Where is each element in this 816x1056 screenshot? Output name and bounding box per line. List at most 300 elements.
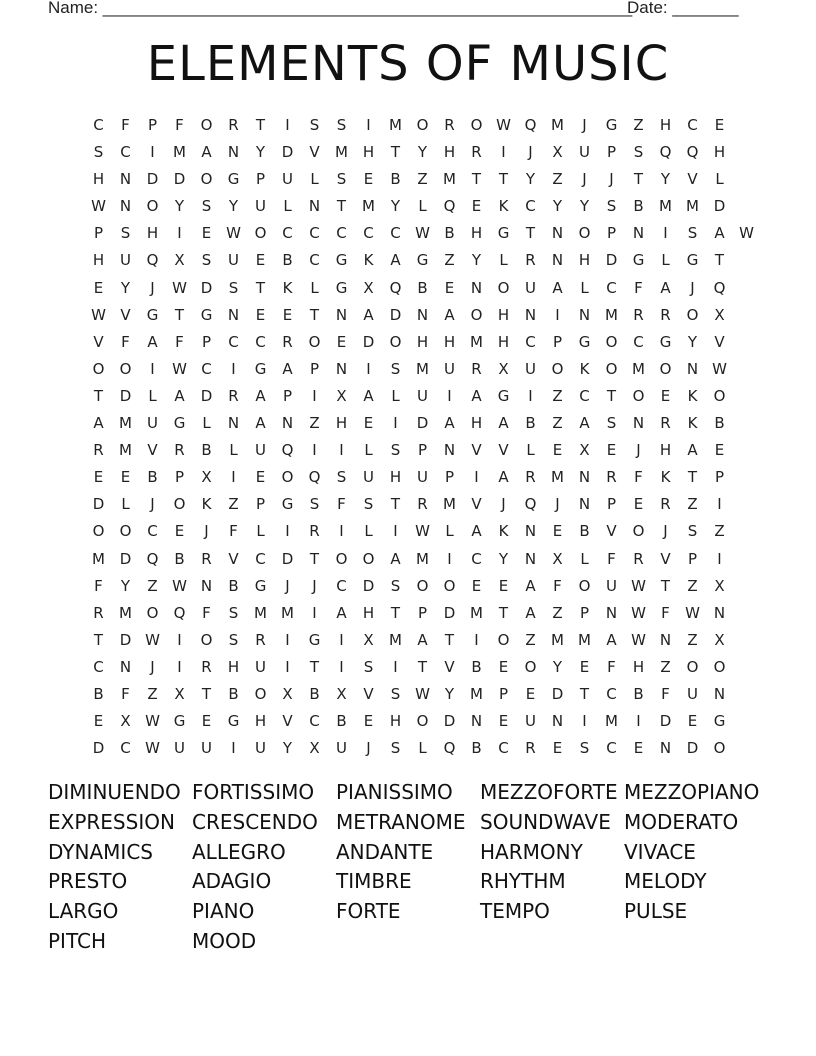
grid-letter[interactable]: H: [92, 170, 105, 189]
grid-letter[interactable]: D: [281, 549, 294, 568]
date-field[interactable]: Date: _______: [627, 0, 739, 17]
grid-letter[interactable]: E: [174, 522, 185, 541]
grid-letter[interactable]: W: [145, 630, 160, 649]
grid-letter[interactable]: W: [172, 278, 187, 297]
grid-letter[interactable]: S: [606, 197, 617, 216]
grid-letter[interactable]: X: [336, 684, 347, 703]
grid-letter[interactable]: D: [173, 170, 186, 189]
grid-letter[interactable]: X: [552, 549, 563, 568]
grid-letter[interactable]: O: [200, 116, 213, 134]
grid-letter[interactable]: S: [93, 143, 104, 162]
grid-letter[interactable]: N: [443, 441, 456, 460]
grid-letter[interactable]: L: [580, 278, 589, 297]
grid-letter[interactable]: A: [363, 305, 374, 324]
grid-letter[interactable]: Y: [174, 197, 185, 216]
grid-letter[interactable]: C: [255, 332, 266, 351]
grid-letter[interactable]: C: [255, 549, 266, 568]
grid-letter[interactable]: F: [175, 332, 184, 351]
grid-letter[interactable]: O: [173, 495, 186, 514]
grid-letter[interactable]: E: [660, 386, 671, 405]
grid-letter[interactable]: T: [255, 278, 266, 297]
grid-letter[interactable]: M: [605, 305, 618, 324]
grid-letter[interactable]: I: [663, 224, 668, 243]
grid-letter[interactable]: Q: [308, 468, 321, 487]
grid-letter[interactable]: H: [578, 251, 591, 270]
grid-letter[interactable]: I: [150, 359, 155, 378]
grid-letter[interactable]: L: [364, 441, 373, 460]
grid-letter[interactable]: T: [93, 630, 104, 649]
grid-letter[interactable]: N: [416, 305, 429, 324]
grid-letter[interactable]: A: [417, 630, 428, 649]
grid-letter[interactable]: S: [390, 684, 401, 703]
grid-letter[interactable]: E: [552, 522, 563, 541]
grid-letter[interactable]: U: [228, 251, 239, 270]
grid-letter[interactable]: S: [228, 630, 239, 649]
grid-letter[interactable]: I: [717, 495, 722, 514]
grid-letter[interactable]: O: [470, 305, 483, 324]
grid-letter[interactable]: D: [362, 576, 375, 595]
grid-letter[interactable]: P: [174, 468, 185, 487]
grid-letter[interactable]: I: [393, 657, 398, 676]
grid-letter[interactable]: M: [254, 603, 267, 622]
grid-letter[interactable]: O: [254, 684, 267, 703]
grid-letter[interactable]: D: [119, 386, 132, 405]
grid-letter[interactable]: F: [121, 332, 130, 351]
grid-letter[interactable]: P: [417, 603, 428, 622]
grid-letter[interactable]: J: [204, 522, 209, 541]
grid-letter[interactable]: B: [174, 549, 185, 568]
grid-letter[interactable]: T: [444, 630, 455, 649]
grid-letter[interactable]: P: [444, 468, 455, 487]
grid-letter[interactable]: D: [146, 170, 159, 189]
grid-letter[interactable]: V: [498, 441, 509, 460]
grid-letter[interactable]: E: [363, 170, 374, 189]
grid-letter[interactable]: G: [578, 332, 591, 351]
grid-letter[interactable]: A: [471, 386, 482, 405]
grid-letter[interactable]: T: [390, 143, 401, 162]
grid-letter[interactable]: S: [579, 739, 590, 758]
grid-letter[interactable]: I: [312, 386, 317, 405]
grid-letter[interactable]: F: [634, 468, 643, 487]
grid-letter[interactable]: O: [416, 576, 429, 595]
grid-letter[interactable]: E: [525, 684, 536, 703]
grid-letter[interactable]: A: [93, 414, 104, 433]
grid-letter[interactable]: O: [713, 386, 726, 405]
grid-letter[interactable]: M: [470, 603, 483, 622]
grid-letter[interactable]: V: [309, 143, 320, 162]
grid-letter[interactable]: S: [201, 251, 212, 270]
grid-letter[interactable]: B: [525, 414, 536, 433]
grid-letter[interactable]: R: [93, 441, 104, 460]
grid-letter[interactable]: R: [660, 305, 671, 324]
grid-letter[interactable]: Y: [498, 549, 509, 568]
grid-letter[interactable]: T: [498, 170, 509, 189]
grid-letter[interactable]: C: [93, 116, 104, 134]
grid-letter[interactable]: G: [227, 712, 240, 731]
grid-letter[interactable]: Q: [146, 251, 159, 270]
grid-letter[interactable]: Q: [281, 441, 294, 460]
grid-letter[interactable]: C: [633, 332, 644, 351]
grid-letter[interactable]: P: [687, 549, 698, 568]
grid-letter[interactable]: Y: [444, 684, 455, 703]
grid-letter[interactable]: A: [201, 143, 212, 162]
grid-letter[interactable]: C: [390, 224, 401, 243]
grid-letter[interactable]: U: [579, 143, 590, 162]
grid-letter[interactable]: E: [201, 712, 212, 731]
grid-letter[interactable]: D: [416, 414, 429, 433]
grid-letter[interactable]: M: [443, 495, 456, 514]
grid-letter[interactable]: N: [470, 278, 483, 297]
grid-letter[interactable]: N: [227, 143, 240, 162]
grid-letter[interactable]: W: [172, 359, 187, 378]
grid-letter[interactable]: O: [659, 359, 672, 378]
grid-letter[interactable]: O: [443, 576, 456, 595]
grid-letter[interactable]: S: [309, 116, 320, 134]
grid-letter[interactable]: M: [659, 197, 672, 216]
grid-letter[interactable]: C: [525, 332, 536, 351]
grid-letter[interactable]: N: [605, 603, 618, 622]
grid-letter[interactable]: Z: [309, 414, 320, 433]
grid-letter[interactable]: I: [231, 359, 236, 378]
grid-letter[interactable]: N: [119, 170, 132, 189]
grid-letter[interactable]: L: [148, 386, 157, 405]
grid-letter[interactable]: I: [339, 630, 344, 649]
grid-letter[interactable]: U: [363, 468, 374, 487]
grid-letter[interactable]: H: [227, 657, 240, 676]
grid-letter[interactable]: N: [335, 305, 348, 324]
grid-letter[interactable]: C: [498, 739, 509, 758]
grid-letter[interactable]: S: [390, 359, 401, 378]
grid-letter[interactable]: N: [281, 414, 294, 433]
grid-letter[interactable]: B: [417, 278, 428, 297]
grid-letter[interactable]: A: [525, 603, 536, 622]
grid-letter[interactable]: V: [660, 549, 671, 568]
grid-letter[interactable]: G: [605, 116, 618, 134]
grid-letter[interactable]: M: [551, 116, 564, 134]
grid-letter[interactable]: T: [687, 468, 698, 487]
grid-letter[interactable]: A: [498, 414, 509, 433]
grid-letter[interactable]: B: [471, 739, 482, 758]
grid-letter[interactable]: J: [150, 278, 155, 297]
grid-letter[interactable]: Q: [524, 495, 537, 514]
grid-letter[interactable]: Q: [443, 739, 456, 758]
grid-letter[interactable]: A: [444, 305, 455, 324]
grid-letter[interactable]: L: [364, 522, 373, 541]
grid-letter[interactable]: Z: [660, 657, 671, 676]
grid-letter[interactable]: X: [120, 712, 131, 731]
grid-letter[interactable]: D: [200, 278, 213, 297]
grid-letter[interactable]: S: [228, 603, 239, 622]
grid-letter[interactable]: J: [582, 116, 587, 134]
grid-letter[interactable]: M: [686, 197, 699, 216]
grid-letter[interactable]: I: [636, 712, 641, 731]
grid-letter[interactable]: B: [579, 522, 590, 541]
grid-letter[interactable]: W: [145, 712, 160, 731]
grid-letter[interactable]: N: [119, 657, 132, 676]
grid-letter[interactable]: A: [336, 603, 347, 622]
grid-letter[interactable]: U: [120, 251, 131, 270]
grid-letter[interactable]: E: [282, 305, 293, 324]
grid-letter[interactable]: G: [335, 278, 348, 297]
grid-letter[interactable]: B: [633, 684, 644, 703]
grid-letter[interactable]: X: [579, 441, 590, 460]
grid-letter[interactable]: A: [552, 278, 563, 297]
grid-letter[interactable]: U: [687, 684, 698, 703]
grid-letter[interactable]: X: [174, 251, 185, 270]
grid-letter[interactable]: A: [660, 278, 671, 297]
grid-letter[interactable]: S: [633, 143, 644, 162]
grid-letter[interactable]: R: [174, 441, 185, 460]
grid-letter[interactable]: Y: [390, 197, 401, 216]
grid-letter[interactable]: Y: [660, 170, 671, 189]
grid-letter[interactable]: K: [498, 197, 509, 216]
grid-letter[interactable]: C: [309, 251, 320, 270]
grid-letter[interactable]: B: [471, 657, 482, 676]
grid-letter[interactable]: U: [525, 712, 536, 731]
grid-letter[interactable]: Y: [525, 170, 536, 189]
grid-letter[interactable]: M: [551, 630, 564, 649]
grid-letter[interactable]: B: [93, 684, 104, 703]
grid-letter[interactable]: Y: [120, 278, 131, 297]
grid-letter[interactable]: F: [121, 116, 130, 134]
grid-letter[interactable]: R: [282, 332, 293, 351]
grid-letter[interactable]: C: [579, 386, 590, 405]
grid-letter[interactable]: O: [470, 116, 483, 134]
grid-letter[interactable]: J: [636, 441, 641, 460]
grid-letter[interactable]: D: [551, 684, 564, 703]
grid-letter[interactable]: I: [366, 359, 371, 378]
grid-letter[interactable]: L: [229, 441, 238, 460]
grid-letter[interactable]: D: [713, 197, 726, 216]
grid-letter[interactable]: N: [335, 359, 348, 378]
grid-letter[interactable]: N: [551, 712, 564, 731]
grid-letter[interactable]: A: [255, 386, 266, 405]
grid-letter[interactable]: G: [497, 224, 510, 243]
grid-letter[interactable]: J: [690, 278, 695, 297]
grid-letter[interactable]: E: [363, 712, 374, 731]
grid-letter[interactable]: A: [390, 549, 401, 568]
grid-letter[interactable]: J: [312, 576, 317, 595]
grid-letter[interactable]: I: [447, 549, 452, 568]
grid-letter[interactable]: L: [445, 522, 454, 541]
grid-letter[interactable]: A: [390, 251, 401, 270]
grid-letter[interactable]: K: [282, 278, 293, 297]
grid-letter[interactable]: O: [578, 224, 591, 243]
grid-letter[interactable]: E: [363, 414, 374, 433]
grid-letter[interactable]: Y: [687, 332, 698, 351]
grid-letter[interactable]: N: [470, 712, 483, 731]
grid-letter[interactable]: H: [443, 332, 456, 351]
grid-letter[interactable]: E: [498, 712, 509, 731]
grid-letter[interactable]: T: [93, 386, 104, 405]
grid-letter[interactable]: N: [578, 468, 591, 487]
grid-letter[interactable]: Y: [552, 197, 563, 216]
grid-letter[interactable]: I: [474, 468, 479, 487]
grid-letter[interactable]: Q: [443, 197, 456, 216]
grid-letter[interactable]: I: [150, 143, 155, 162]
grid-letter[interactable]: A: [282, 359, 293, 378]
grid-letter[interactable]: O: [497, 630, 510, 649]
grid-letter[interactable]: H: [254, 712, 267, 731]
grid-letter[interactable]: T: [417, 657, 428, 676]
grid-letter[interactable]: V: [687, 170, 698, 189]
grid-letter[interactable]: E: [255, 468, 266, 487]
grid-letter[interactable]: G: [227, 170, 240, 189]
grid-letter[interactable]: I: [366, 116, 371, 134]
grid-letter[interactable]: J: [609, 170, 614, 189]
grid-letter[interactable]: W: [685, 603, 700, 622]
grid-letter[interactable]: W: [91, 197, 106, 216]
grid-letter[interactable]: Y: [579, 197, 590, 216]
grid-letter[interactable]: R: [93, 603, 104, 622]
grid-letter[interactable]: T: [660, 576, 671, 595]
grid-letter[interactable]: G: [416, 251, 429, 270]
grid-letter[interactable]: O: [524, 657, 537, 676]
grid-letter[interactable]: S: [363, 657, 374, 676]
grid-letter[interactable]: X: [552, 143, 563, 162]
grid-letter[interactable]: N: [713, 684, 726, 703]
grid-letter[interactable]: I: [231, 468, 236, 487]
grid-letter[interactable]: R: [255, 630, 266, 649]
grid-letter[interactable]: F: [337, 495, 346, 514]
grid-letter[interactable]: D: [659, 712, 672, 731]
grid-letter[interactable]: O: [578, 576, 591, 595]
grid-letter[interactable]: P: [606, 495, 617, 514]
grid-letter[interactable]: Z: [525, 630, 536, 649]
grid-letter[interactable]: E: [93, 278, 104, 297]
grid-letter[interactable]: I: [393, 414, 398, 433]
grid-letter[interactable]: E: [714, 441, 725, 460]
grid-letter[interactable]: H: [443, 143, 456, 162]
grid-letter[interactable]: T: [525, 224, 536, 243]
grid-letter[interactable]: V: [120, 305, 131, 324]
grid-letter[interactable]: L: [580, 549, 589, 568]
grid-letter[interactable]: N: [659, 630, 672, 649]
grid-letter[interactable]: V: [606, 522, 617, 541]
grid-letter[interactable]: N: [524, 305, 537, 324]
grid-letter[interactable]: L: [310, 278, 319, 297]
grid-letter[interactable]: C: [120, 143, 131, 162]
grid-letter[interactable]: G: [659, 332, 672, 351]
grid-letter[interactable]: M: [605, 712, 618, 731]
grid-letter[interactable]: T: [633, 170, 644, 189]
grid-letter[interactable]: X: [363, 278, 374, 297]
grid-letter[interactable]: R: [660, 414, 671, 433]
grid-letter[interactable]: R: [660, 495, 671, 514]
grid-letter[interactable]: I: [582, 712, 587, 731]
grid-letter[interactable]: Q: [659, 143, 672, 162]
grid-letter[interactable]: W: [415, 522, 430, 541]
grid-letter[interactable]: I: [447, 386, 452, 405]
grid-letter[interactable]: Z: [687, 576, 698, 595]
grid-letter[interactable]: V: [444, 657, 455, 676]
grid-letter[interactable]: G: [281, 495, 294, 514]
grid-letter[interactable]: N: [227, 305, 240, 324]
grid-letter[interactable]: L: [418, 739, 427, 758]
grid-letter[interactable]: M: [119, 414, 132, 433]
grid-letter[interactable]: D: [200, 386, 213, 405]
grid-letter[interactable]: P: [417, 441, 428, 460]
grid-letter[interactable]: O: [389, 332, 402, 351]
grid-letter[interactable]: V: [471, 495, 482, 514]
grid-letter[interactable]: T: [471, 170, 482, 189]
grid-letter[interactable]: K: [687, 414, 698, 433]
grid-letter[interactable]: F: [661, 684, 670, 703]
grid-letter[interactable]: S: [390, 441, 401, 460]
grid-letter[interactable]: F: [121, 684, 130, 703]
grid-letter[interactable]: U: [444, 359, 455, 378]
grid-letter[interactable]: S: [687, 224, 698, 243]
grid-letter[interactable]: M: [632, 359, 645, 378]
grid-letter[interactable]: D: [389, 305, 402, 324]
grid-letter[interactable]: C: [147, 522, 158, 541]
grid-letter[interactable]: F: [553, 576, 562, 595]
grid-letter[interactable]: S: [363, 495, 374, 514]
grid-letter[interactable]: U: [282, 170, 293, 189]
grid-letter[interactable]: X: [201, 468, 212, 487]
grid-letter[interactable]: O: [416, 712, 429, 731]
grid-letter[interactable]: S: [336, 170, 347, 189]
grid-letter[interactable]: B: [147, 468, 158, 487]
grid-letter[interactable]: F: [94, 576, 103, 595]
grid-letter[interactable]: P: [498, 684, 509, 703]
grid-letter[interactable]: I: [231, 739, 236, 758]
grid-letter[interactable]: S: [390, 576, 401, 595]
grid-letter[interactable]: W: [496, 116, 511, 134]
grid-letter[interactable]: R: [633, 305, 644, 324]
grid-letter[interactable]: F: [202, 603, 211, 622]
grid-letter[interactable]: U: [417, 386, 428, 405]
grid-letter[interactable]: F: [607, 657, 616, 676]
grid-letter[interactable]: L: [121, 495, 130, 514]
grid-letter[interactable]: S: [390, 739, 401, 758]
grid-letter[interactable]: H: [659, 116, 672, 134]
grid-letter[interactable]: D: [443, 603, 456, 622]
grid-letter[interactable]: X: [282, 684, 293, 703]
grid-letter[interactable]: K: [201, 495, 212, 514]
grid-letter[interactable]: O: [119, 522, 132, 541]
grid-letter[interactable]: O: [605, 332, 618, 351]
grid-letter[interactable]: O: [146, 197, 159, 216]
grid-letter[interactable]: O: [551, 359, 564, 378]
grid-letter[interactable]: V: [228, 549, 239, 568]
grid-letter[interactable]: H: [389, 712, 402, 731]
grid-letter[interactable]: E: [606, 441, 617, 460]
grid-letter[interactable]: H: [146, 224, 159, 243]
grid-letter[interactable]: D: [605, 251, 618, 270]
grid-letter[interactable]: C: [606, 278, 617, 297]
grid-letter[interactable]: Q: [146, 549, 159, 568]
grid-letter[interactable]: T: [255, 116, 266, 134]
grid-letter[interactable]: E: [336, 332, 347, 351]
grid-letter[interactable]: S: [201, 197, 212, 216]
grid-letter[interactable]: P: [255, 170, 266, 189]
grid-letter[interactable]: Z: [687, 495, 698, 514]
grid-letter[interactable]: X: [714, 576, 725, 595]
grid-letter[interactable]: R: [228, 386, 239, 405]
grid-letter[interactable]: O: [92, 522, 105, 541]
grid-letter[interactable]: O: [362, 549, 375, 568]
grid-letter[interactable]: N: [551, 251, 564, 270]
grid-letter[interactable]: K: [687, 386, 698, 405]
grid-letter[interactable]: M: [578, 630, 591, 649]
grid-letter[interactable]: E: [201, 224, 212, 243]
grid-letter[interactable]: N: [524, 522, 537, 541]
grid-letter[interactable]: I: [717, 549, 722, 568]
grid-letter[interactable]: G: [308, 630, 321, 649]
grid-letter[interactable]: S: [228, 278, 239, 297]
grid-letter[interactable]: N: [308, 197, 321, 216]
